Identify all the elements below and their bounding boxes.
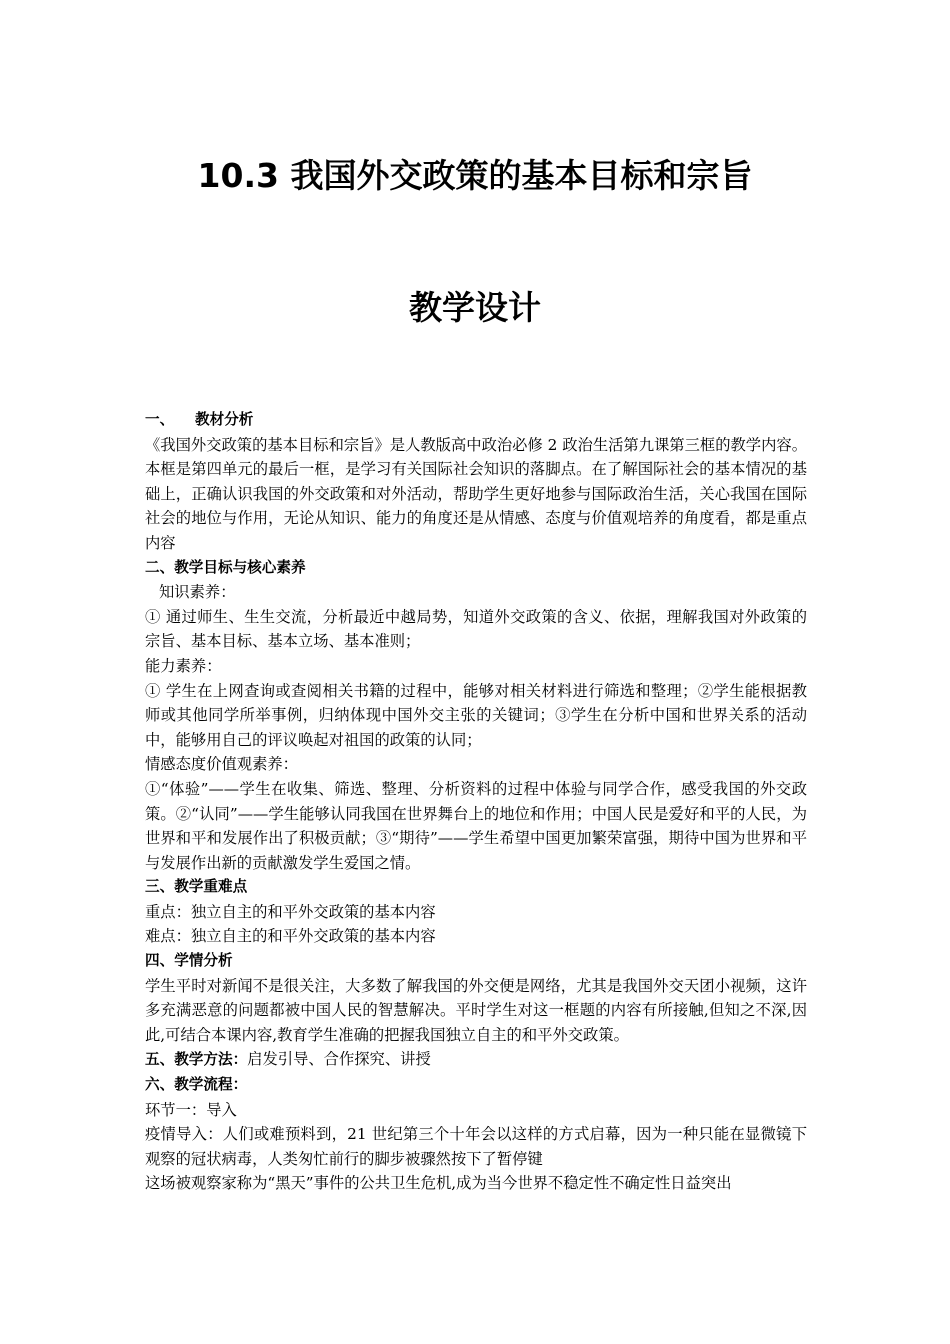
paragraph-intro-2: 这场被观察家称为“黑天”事件的公共卫生危机,成为当今世界不稳定性不确定性日益突出 [145, 1174, 732, 1193]
section-heading-process: 六、教学流程： [145, 1076, 248, 1094]
label-ability: 能力素养： [145, 656, 222, 675]
section-heading-methods: 五、教学方法： [145, 1051, 248, 1069]
paragraph-learners: 学生平时对新闻不是很关注，大多数了解我国的外交便是网络，尤其是我国外交天团小视频，这许多充满恶意的问题都被中国人民的智慧解决。平时学生对这一框题的内容有所接触,但知之不深,因此,可结合本课内容,教育学生准确的把握我国独立自主的和平外交政策。 [145, 976, 807, 1044]
document-title: 10.3 我国外交政策的基本目标和宗旨 [197, 156, 753, 195]
paragraph-emotion: ①“体验”——学生在收集、筛选、整理、分析资料的过程中体验与同学合作，感受我国的外交政策。②“认同”——学生能够认同我国在世界舞台上的地位和作用；中国人民是爱好和平的人民，为世界和平和发展作出了积极贡献；③“期待”——学生希望中国更加繁荣富强，期待中国为世界和平与发展作出新的贡献激发学生爱国之情。 [145, 779, 807, 872]
section-heading-objectives: 二、教学目标与核心素养 [145, 558, 306, 576]
document-subtitle: 教学设计 [409, 288, 541, 327]
paragraph-intro-1: 疫情导入：人们或难预料到，21 世纪第三个十年会以这样的方式启幕，因为一种只能在显微镜下观察的冠状病毒，人类匆忙前行的脚步被骤然按下了暂停键 [145, 1125, 807, 1168]
label-knowledge: 知识素养： [159, 583, 236, 602]
section-heading-materials [145, 408, 807, 433]
section-heading-key-points: 三、教学重难点 [145, 878, 248, 896]
document-body [145, 408, 807, 1196]
paragraph-ability: ① 学生在上网查询或查阅相关书籍的过程中，能够对相关材料进行筛选和整理；②学生能根据教师或其他同学所举事例，归纳体现中国外交主张的关键词；③学生在分析中国和世界关系的活动中，能够用自己的评议唤起对祖国的政策的认同； [145, 681, 807, 749]
paragraph-difficult-point: 难点：独立自主的和平外交政策的基本内容 [145, 927, 436, 946]
section-number: 一、 [145, 411, 175, 428]
label-emotion: 情感态度价值观素养： [145, 755, 298, 774]
paragraph-materials: 《我国外交政策的基本目标和宗旨》是人教版高中政治必修 2 政治生活第九课第三框的教学内容。本框是第四单元的最后一框，是学习有关国际社会知识的落脚点。在了解国际社会的基本情况的基础上，正确认识我国的外交政策和对外活动，帮助学生更好地参与国际政治生活，关心我国在国际社会的地位与作用，无论从知识、能力的角度还是从情感、态度与价值观培养的角度看，都是重点内容 [145, 435, 807, 552]
section-title: 教材分析 [195, 411, 254, 428]
paragraph-key-point: 重点：独立自主的和平外交政策的基本内容 [145, 902, 436, 921]
section-heading-learners: 四、学情分析 [145, 952, 233, 970]
paragraph-step-1: 环节一：导入 [145, 1100, 237, 1119]
paragraph-methods: 启发引导、合作探究、讲授 [247, 1050, 431, 1069]
section-methods [145, 1047, 807, 1073]
paragraph-knowledge: ① 通过师生、生生交流，分析最近中越局势，知道外交政策的含义、依据，理解我国对外政策的宗旨、基本目标、基本立场、基本准则； [145, 607, 807, 651]
